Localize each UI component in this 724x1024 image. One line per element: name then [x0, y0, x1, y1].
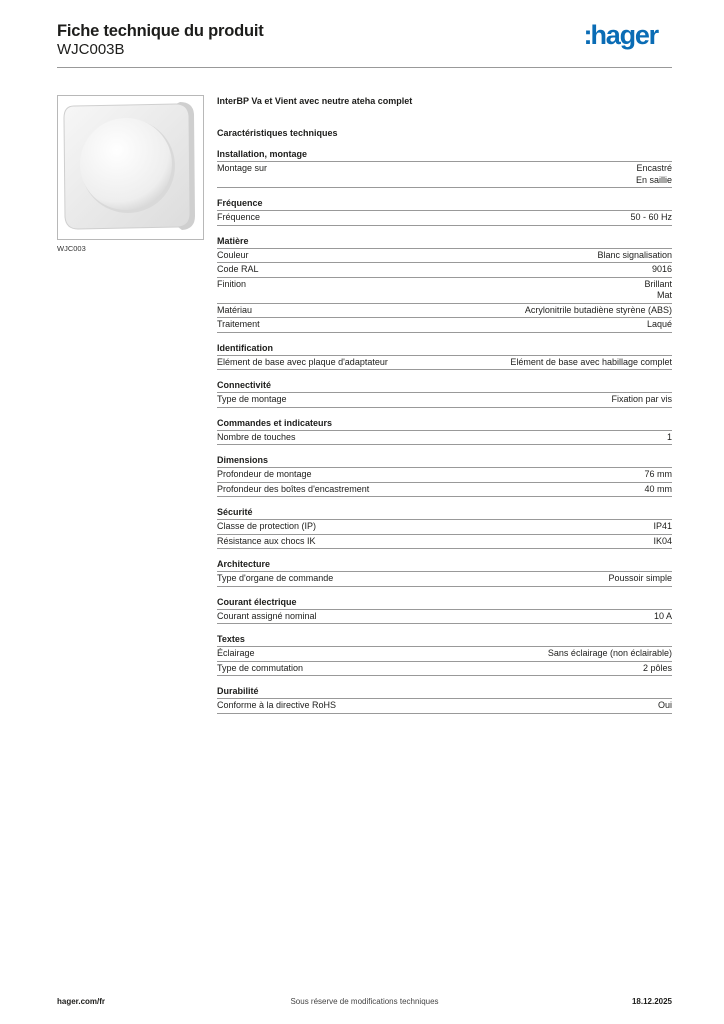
specs-heading: Caractéristiques techniques — [217, 128, 338, 138]
spec-row — [217, 431, 672, 446]
product-reference: WJC003B — [57, 41, 125, 58]
section-title: Commandes et indicateurs — [217, 417, 672, 431]
spec-value: Poussoir simple — [608, 573, 672, 583]
spec-section — [217, 633, 672, 676]
spec-value: 9016 — [651, 264, 672, 274]
spec-value: Laqué — [646, 319, 672, 329]
spec-label: Finition — [217, 278, 247, 289]
footer-website: hager.com/fr — [57, 997, 106, 1006]
spec-section — [217, 685, 672, 714]
section-title: Courant électrique — [217, 596, 672, 610]
section-title: Identification — [217, 342, 672, 356]
image-caption: WJC003 — [57, 244, 86, 253]
spec-row — [217, 572, 672, 587]
spec-value: 50 - 60 Hz — [630, 212, 672, 222]
section-title: Dimensions — [217, 454, 672, 468]
spec-value: Fixation par vis — [611, 394, 672, 404]
spec-row — [217, 662, 672, 677]
page-header — [57, 20, 672, 68]
header-divider — [57, 67, 672, 68]
spec-section — [217, 379, 672, 408]
spec-value: IK04 — [653, 535, 672, 546]
section-title: Sécurité — [217, 506, 672, 520]
spec-label: Fréquence — [217, 212, 261, 222]
spec-section — [217, 596, 672, 625]
spec-row — [217, 249, 672, 264]
spec-value: 1 — [666, 431, 672, 442]
section-title: Fréquence — [217, 197, 672, 211]
spec-label: Classe de protection (IP) — [217, 521, 317, 531]
spec-label: Matériau — [217, 304, 253, 315]
spec-row — [217, 520, 672, 535]
section-title: Textes — [217, 633, 672, 647]
spec-label: Code RAL — [217, 264, 259, 274]
spec-section — [217, 506, 672, 549]
page-footer — [57, 997, 672, 1011]
spec-value: Brillant Mat — [644, 278, 672, 300]
spec-label: Type de montage — [217, 394, 287, 404]
spec-label: Éclairage — [217, 648, 255, 658]
spec-row — [217, 647, 672, 662]
spec-sections — [217, 148, 672, 714]
spec-value: Sans éclairage (non éclairable) — [547, 648, 672, 658]
spec-section — [217, 454, 672, 497]
spec-value: Acrylonitrile butadiène styrène (ABS) — [524, 304, 672, 315]
spec-label: Courant assigné nominal — [217, 610, 317, 621]
spec-value: Oui — [657, 700, 672, 710]
spec-value: 2 pôles — [642, 662, 672, 673]
spec-label: Nombre de touches — [217, 431, 296, 442]
spec-row — [217, 610, 672, 625]
hager-logo: :hager — [583, 20, 658, 50]
spec-label: Couleur — [217, 249, 249, 260]
spec-row — [217, 263, 672, 278]
spec-row — [217, 393, 672, 408]
spec-label: Type de commutation — [217, 662, 304, 673]
spec-value: 10 A — [653, 610, 672, 621]
spec-row — [217, 468, 672, 483]
spec-section — [217, 197, 672, 226]
section-title: Installation, montage — [217, 148, 672, 162]
footer-date: 18.12.2025 — [631, 997, 672, 1006]
spec-label: Résistance aux chocs IK — [217, 535, 316, 546]
spec-row — [217, 211, 672, 226]
product-specs — [217, 95, 672, 723]
section-title: Durabilité — [217, 685, 672, 699]
spec-row — [217, 535, 672, 550]
spec-row — [217, 304, 672, 319]
product-image — [57, 95, 204, 240]
spec-row — [217, 483, 672, 498]
product-name: InterBP Va et Vient avec neutre ateha complet — [217, 96, 413, 106]
page-title: Fiche technique du produit — [57, 22, 264, 40]
spec-label: Montage sur — [217, 163, 268, 173]
spec-row — [217, 278, 672, 304]
footer-disclaimer: Sous réserve de modifications techniques — [290, 997, 439, 1006]
section-title: Architecture — [217, 558, 672, 572]
switch-illustration — [58, 96, 203, 239]
spec-label: Conforme à la directive RoHS — [217, 700, 337, 710]
spec-section — [217, 417, 672, 446]
logo-text: hager — [590, 20, 658, 50]
spec-section — [217, 342, 672, 371]
spec-section — [217, 558, 672, 587]
spec-row — [217, 699, 672, 714]
spec-value: IP41 — [653, 521, 672, 531]
spec-section — [217, 148, 672, 188]
spec-value: Encastré En saillie — [635, 163, 672, 185]
section-title: Connectivité — [217, 379, 672, 393]
spec-section — [217, 235, 672, 333]
spec-label: Profondeur de montage — [217, 469, 312, 479]
spec-value: Blanc signalisation — [597, 249, 672, 260]
section-title: Matière — [217, 235, 672, 249]
spec-label: Type d'organe de commande — [217, 573, 334, 583]
spec-label: Profondeur des boîtes d'encastrement — [217, 483, 370, 494]
spec-row — [217, 162, 672, 188]
spec-value: Elément de base avec habillage complet — [510, 356, 672, 367]
spec-value: 76 mm — [644, 469, 672, 479]
spec-value: 40 mm — [644, 483, 672, 494]
spec-label: Elément de base avec plaque d'adaptateur — [217, 356, 388, 367]
spec-row — [217, 318, 672, 333]
spec-label: Traitement — [217, 319, 260, 329]
spec-row — [217, 356, 672, 371]
